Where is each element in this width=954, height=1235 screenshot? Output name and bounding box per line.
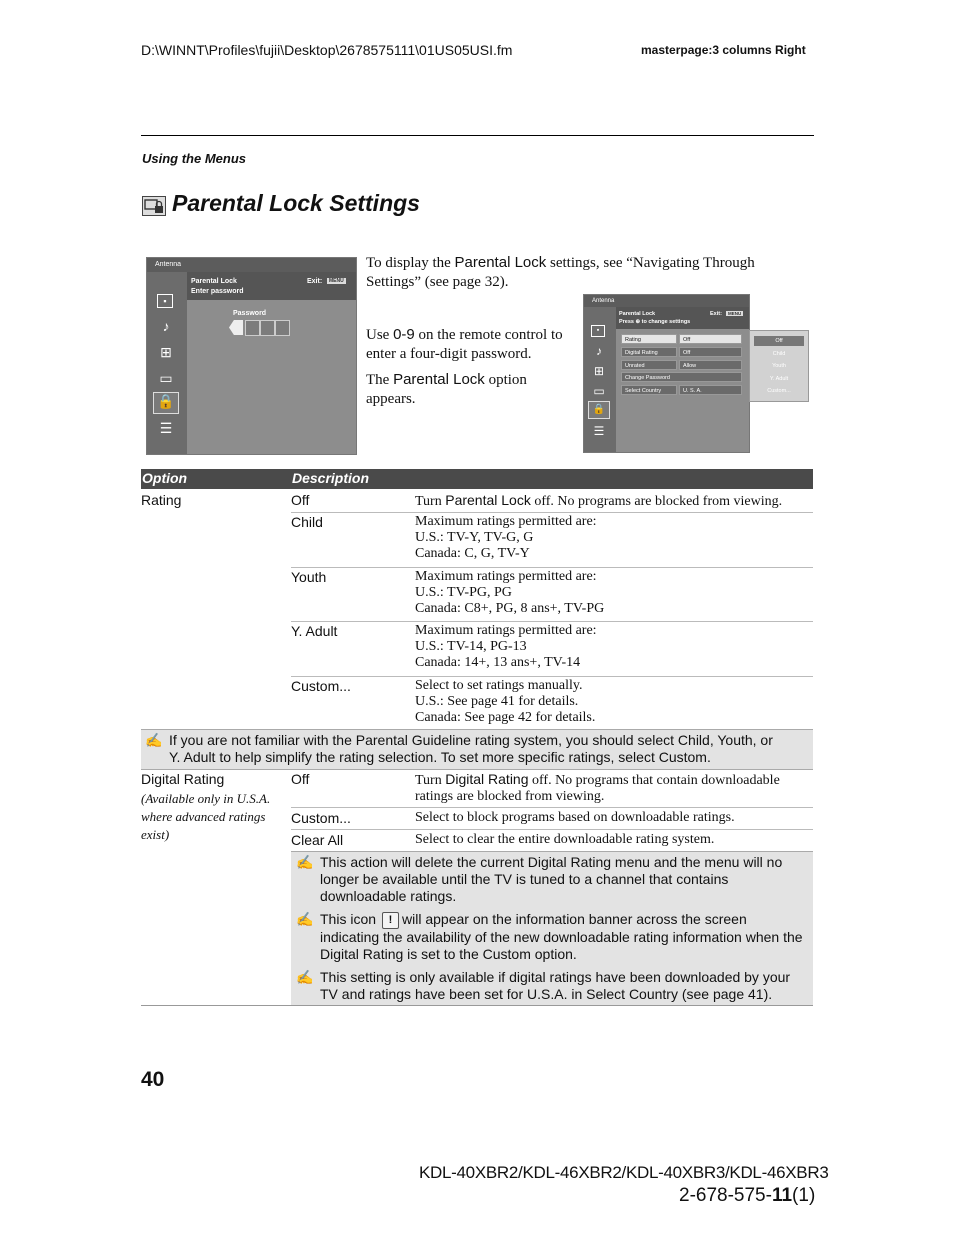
screen-icon: ⊞ [160, 344, 172, 360]
row-divider [291, 512, 813, 513]
option-value: Clear All [291, 832, 344, 848]
row-divider [291, 676, 813, 677]
channel-icon: ▭ [159, 370, 173, 386]
parental-lock-icon: 🔒 [153, 392, 179, 414]
menu-header [187, 272, 356, 300]
popup-option-off[interactable]: Off [754, 336, 804, 346]
menu-row-value: Off [679, 334, 742, 344]
note-pencil-icon: ✍ [296, 854, 314, 870]
antenna-label: Antenna [147, 258, 356, 272]
picture-icon: ▪ [157, 294, 173, 308]
section-title: Using the Menus [142, 151, 247, 166]
menu-row-rating[interactable] [621, 334, 742, 344]
password-label: Password [233, 310, 267, 317]
option-description: Maximum ratings permitted are: U.S.: TV-Y, TV-G, G Canada: C, G, TV-Y [415, 514, 597, 561]
menu-main [616, 307, 749, 452]
option-description: Select to set ratings manually. U.S.: See page 41 for details. Canada: See page 42 for details. [415, 678, 596, 725]
part-number: 2-678-575-11(1) [679, 1185, 816, 1206]
option-description: Select to block programs based on downloadable ratings. [415, 810, 735, 825]
menu-row-label: Change Password [621, 372, 742, 382]
option-value: Child [291, 514, 323, 530]
channel-icon: ▭ [593, 384, 605, 398]
intro-paragraph-1: To display the Parental Lock settings, see “Navigating Through Settings” (see page 32). [366, 254, 755, 290]
menu-row-label: Select Country [621, 385, 677, 395]
rating-popup [749, 330, 809, 402]
option-rating: Rating [141, 492, 182, 508]
menu-row-label: Rating [621, 334, 677, 344]
menu-subtitle: Enter password [191, 288, 244, 295]
sound-icon: ♪ [596, 344, 602, 358]
sound-icon: ♪ [162, 318, 170, 334]
menu-row-value: Allow [679, 360, 742, 370]
menu-title: Parental Lock [191, 278, 237, 285]
menu-row-label: Digital Rating [621, 347, 677, 357]
parental-lock-icon [142, 196, 166, 216]
page-number: 40 [141, 1068, 165, 1091]
exit-label: Exit: [710, 311, 722, 317]
option-value: Off [291, 492, 310, 508]
popup-option-youth[interactable]: Youth [772, 363, 786, 369]
model-numbers: KDL-40XBR2/KDL-46XBR2/KDL-40XBR3/KDL-46XBR3 [419, 1163, 829, 1182]
option-description: Maximum ratings permitted are: U.S.: TV-14, PG-13 Canada: 14+, 13 ans+, TV-14 [415, 623, 597, 670]
antenna-label: Antenna [584, 295, 749, 307]
menu-key: MENU [329, 278, 344, 284]
note-pencil-icon: ✍ [296, 911, 314, 927]
menu-row-value: Off [679, 347, 742, 357]
masterpage-label: masterpage:3 columns Right [641, 43, 806, 57]
screen-icon: ⊞ [593, 364, 605, 378]
menu-title: Parental Lock [619, 311, 656, 317]
parental-lock-icon: 🔒 [588, 401, 610, 419]
exit-label: Exit: [307, 278, 323, 285]
intro-paragraph-3: The Parental Lock option appears. [366, 371, 527, 407]
menu-sidebar [584, 307, 616, 452]
file-path: D:\WINNT\Profiles\fujii\Desktop\2678575111\01US05USI.fm [141, 42, 513, 58]
menu-row-label: Unrated [621, 360, 677, 370]
menu-main [187, 272, 356, 454]
menu-row-unrated[interactable] [621, 360, 742, 370]
popup-option-child[interactable]: Child [772, 351, 786, 357]
note-pencil-icon: ✍ [296, 969, 314, 985]
password-entry[interactable] [229, 320, 289, 335]
downloadable-rating-icon: ! [382, 912, 399, 929]
digital-rating-availability: (Available only in U.S.A. where advanced ratings exist) [141, 791, 271, 842]
table-bottom-rule [141, 1005, 813, 1006]
option-description: Turn Digital Rating off. No programs that contain downloadable ratings are blocked from viewing. [415, 771, 780, 804]
menu-row-digital-rating[interactable] [621, 347, 742, 357]
menu-row-value: U. S. A. [679, 385, 742, 395]
picture-icon: ▪ [591, 325, 605, 337]
col-description: Description [292, 470, 370, 486]
popup-option-custom[interactable]: Custom... [767, 388, 791, 394]
parental-lock-screen [583, 294, 750, 453]
option-value: Custom... [291, 678, 351, 694]
col-option: Option [142, 470, 188, 486]
menu-row-change-password[interactable] [621, 372, 742, 382]
digital-rating-notes: ✍ This action will delete the current Digital Rating menu and the menu will no longer be available until the TV is tuned to a channel that contains downloadable ratings. ✍ This icon ! will appear on the information banner across the screen indicating the availability of the new downloadable rating information when the Digital Rating is set to the Custom option. ✍ This setting is only available if digital ratings have been downloaded by your TV and ratings have been set for U.S.A. in Select Country (see page 41). [291, 851, 813, 1006]
header-rule [141, 135, 814, 136]
page-title: Parental Lock Settings [172, 190, 420, 216]
row-divider [291, 829, 813, 830]
menu-header [616, 307, 749, 329]
intro-paragraph-2: Use 0-9 on the remote control to enter a four-digit password. [366, 326, 563, 362]
menu-sidebar [147, 272, 187, 454]
table-header [141, 469, 813, 489]
popup-option-y-adult[interactable]: Y. Adult [769, 376, 789, 382]
password-screen [146, 257, 357, 455]
setup-icon: ☰ [593, 424, 605, 438]
option-digital-rating: Digital Rating [141, 771, 225, 787]
option-description: Maximum ratings permitted are: U.S.: TV-PG, PG Canada: C8+, PG, 8 ans+, TV-PG [415, 569, 605, 616]
option-description: Select to clear the entire downloadable rating system. [415, 832, 715, 847]
option-value: Y. Adult [291, 623, 338, 639]
setup-icon: ☰ [159, 420, 173, 436]
menu-subtitle: Press ⊕ to change settings [619, 319, 691, 325]
row-divider [291, 567, 813, 568]
menu-key: MENU [728, 311, 742, 316]
option-value: Youth [291, 569, 327, 585]
menu-row-select-country[interactable] [621, 385, 742, 395]
option-value: Custom... [291, 810, 351, 826]
row-divider [291, 807, 813, 808]
note-pencil-icon: ✍ [145, 732, 163, 748]
row-divider [291, 621, 813, 622]
rating-note: ✍ If you are not familiar with the Parental Guideline rating system, you should select Child, Youth, or Y. Adult to help simplify the rating selection. To set more specific ratings, select Custom. [141, 729, 813, 770]
option-value: Off [291, 771, 310, 787]
option-description: Turn Parental Lock off. No programs are blocked from viewing. [415, 492, 783, 509]
